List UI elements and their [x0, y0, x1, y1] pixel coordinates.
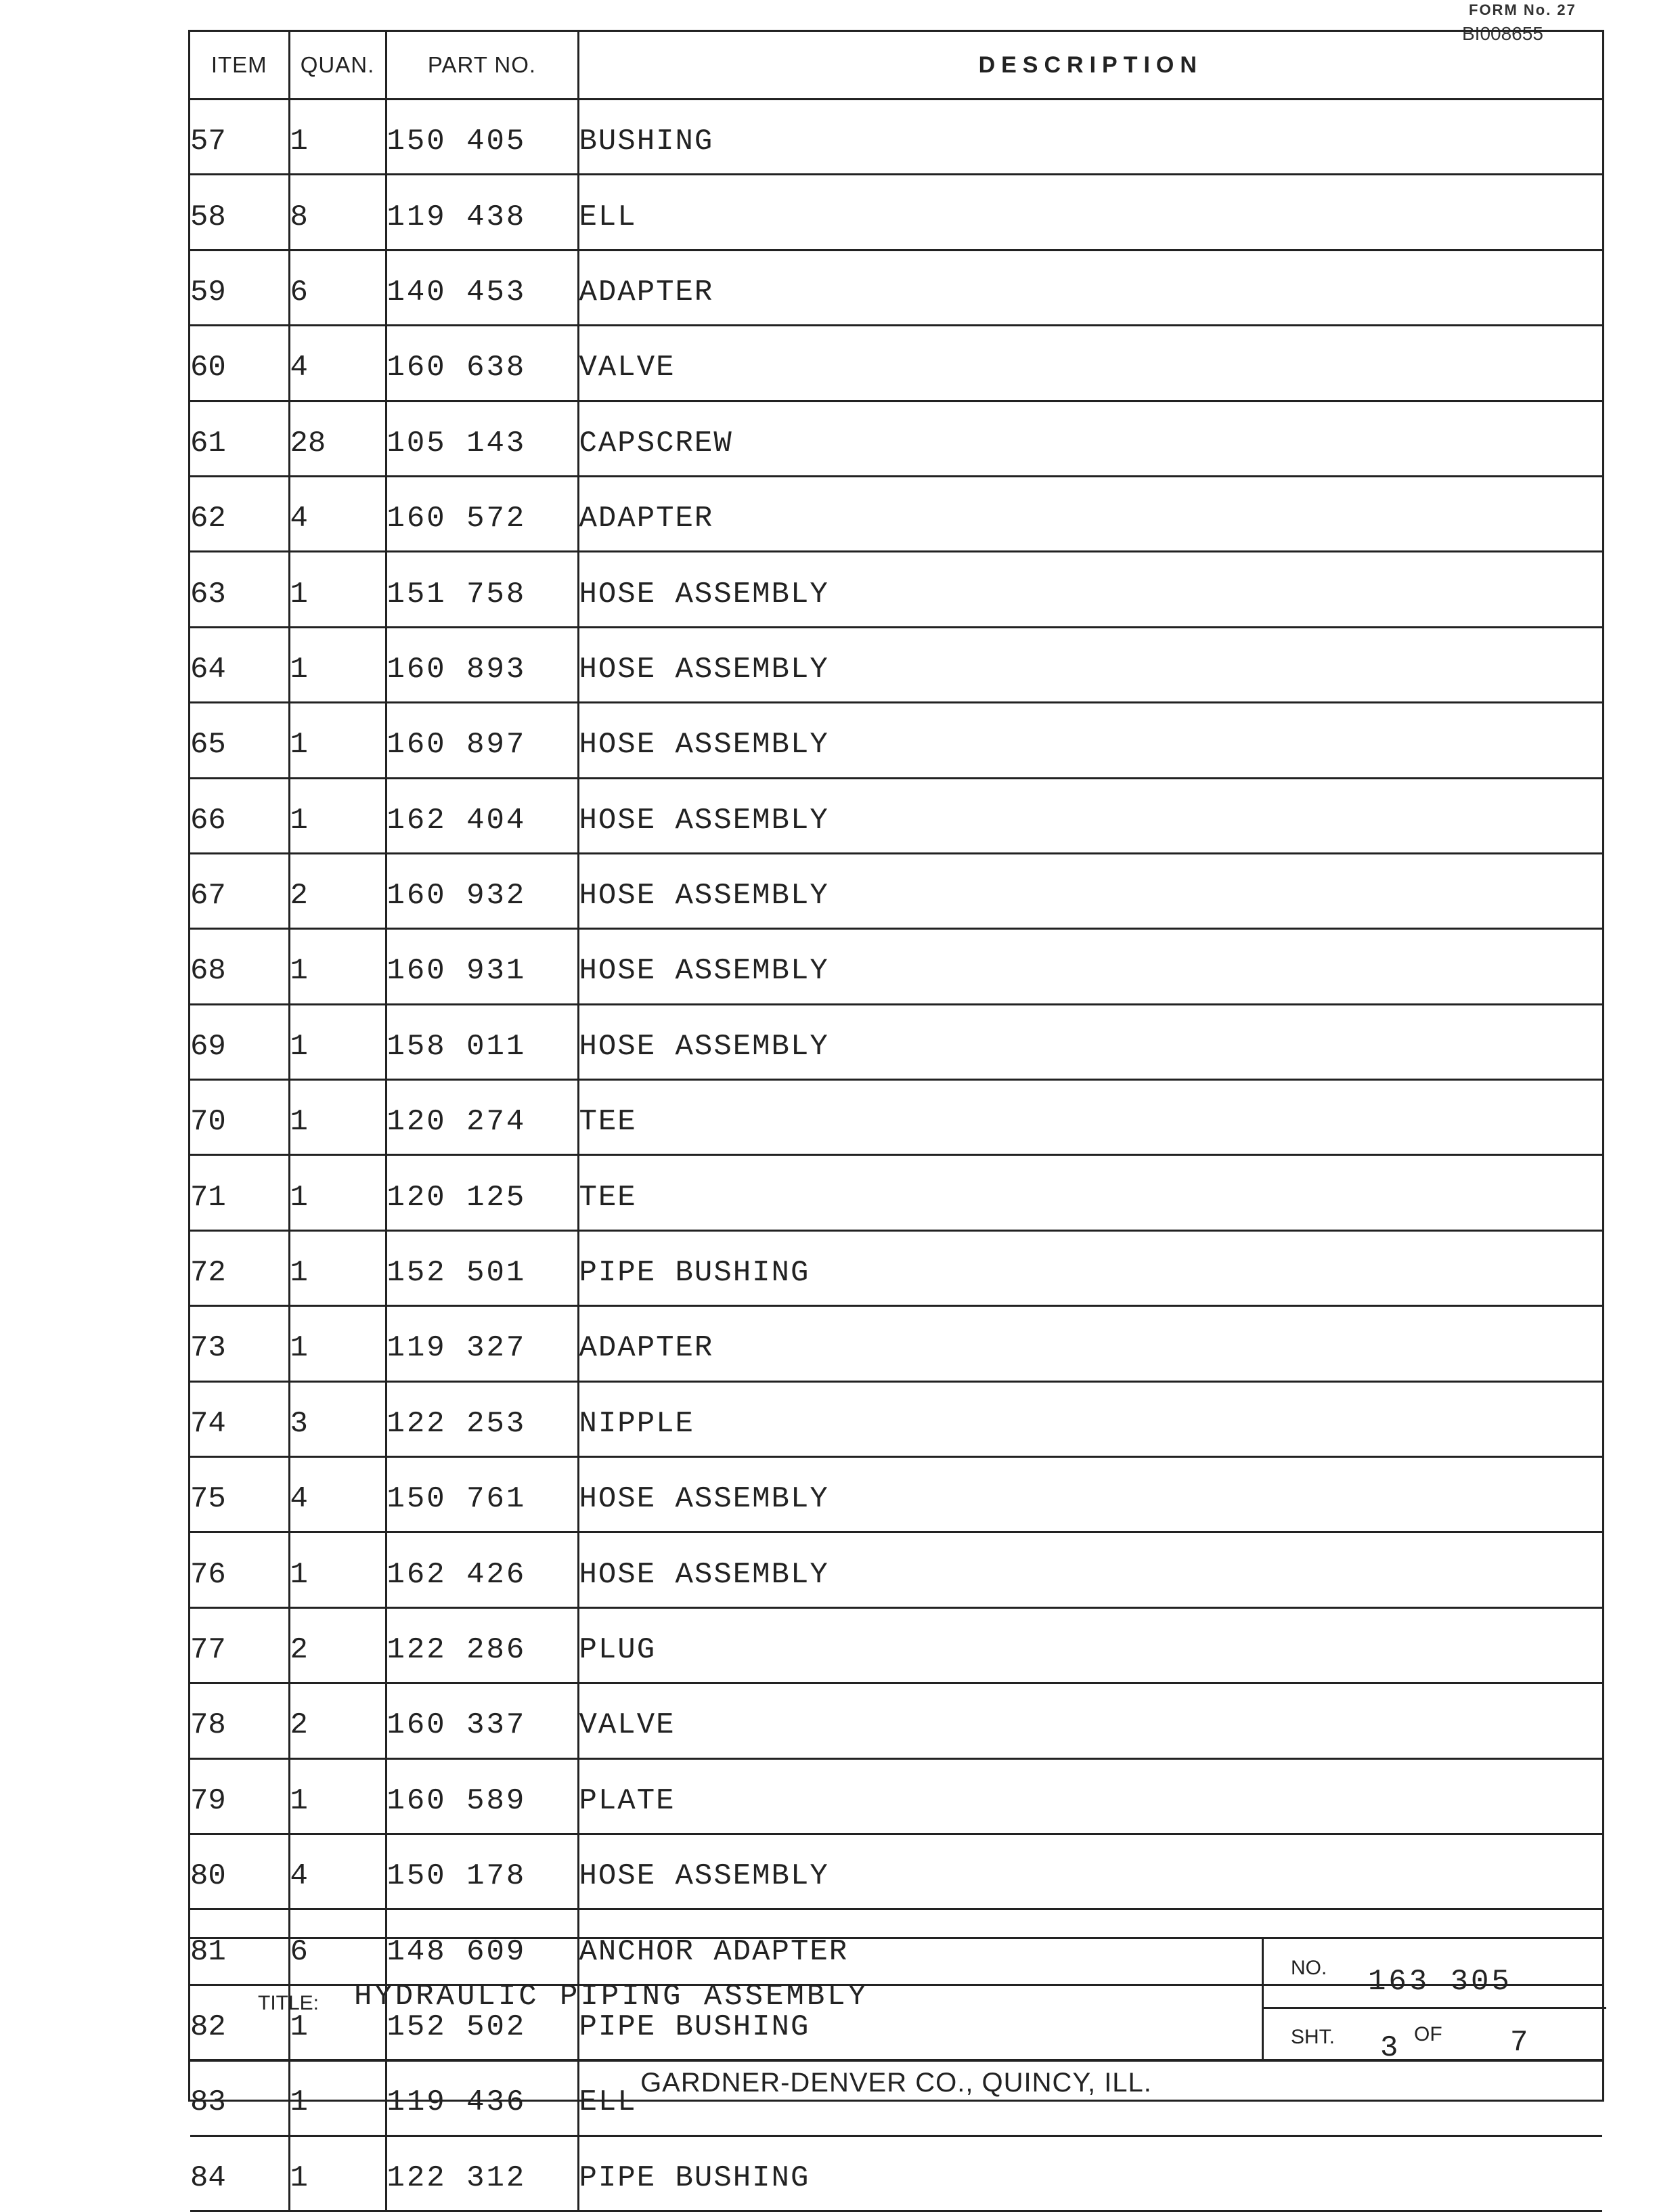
- row-part-number: 150 405: [386, 100, 578, 175]
- row-part-number: 140 453: [386, 250, 578, 325]
- row-item: 78: [190, 1683, 289, 1758]
- row-quantity: 1: [289, 1306, 386, 1381]
- row-part-number: 122 253: [386, 1381, 578, 1456]
- header-quantity: QUAN.: [289, 32, 386, 100]
- number-label: NO.: [1291, 1957, 1327, 1979]
- row-quantity: 2: [289, 853, 386, 928]
- row-description: PIPE BUSHING: [578, 1985, 1602, 2060]
- table-row: [190, 853, 1602, 928]
- row-item: 83: [190, 2060, 289, 2135]
- row-quantity: 1: [289, 1230, 386, 1305]
- row-part-number: 122 286: [386, 1607, 578, 1683]
- row-part-number: 119 438: [386, 175, 578, 250]
- row-part-number: 160 932: [386, 853, 578, 928]
- document-id: BI008655: [1462, 23, 1543, 44]
- row-item: 59: [190, 250, 289, 325]
- title-label: TITLE:: [258, 1992, 319, 2014]
- row-item: 82: [190, 1985, 289, 2060]
- row-item: 69: [190, 1004, 289, 1079]
- table-row: [190, 2135, 1602, 2211]
- table-row: [190, 1004, 1602, 1079]
- row-quantity: 1: [289, 929, 386, 1004]
- row-quantity: 4: [289, 326, 386, 401]
- table-row: [190, 1080, 1602, 1155]
- parts-table-body: [190, 100, 1602, 2211]
- row-item: 84: [190, 2135, 289, 2211]
- row-item: 76: [190, 1532, 289, 1607]
- row-item: 66: [190, 778, 289, 853]
- row-description: HOSE ASSEMBLY: [578, 627, 1602, 702]
- row-description: TEE: [578, 1080, 1602, 1155]
- row-part-number: 160 572: [386, 476, 578, 551]
- title-block-divider: [1264, 2007, 1606, 2009]
- row-part-number: 162 426: [386, 1532, 578, 1607]
- row-item: 67: [190, 853, 289, 928]
- row-item: 74: [190, 1381, 289, 1456]
- row-description: ADAPTER: [578, 1306, 1602, 1381]
- row-quantity: 2: [289, 1607, 386, 1683]
- row-description: HOSE ASSEMBLY: [578, 929, 1602, 1004]
- row-quantity: 1: [289, 627, 386, 702]
- row-item: 70: [190, 1080, 289, 1155]
- row-item: 68: [190, 929, 289, 1004]
- row-part-number: 151 758: [386, 552, 578, 627]
- row-quantity: 1: [289, 2135, 386, 2211]
- row-description: PIPE BUSHING: [578, 1230, 1602, 1305]
- row-item: 65: [190, 703, 289, 778]
- table-row: [190, 1457, 1602, 1532]
- title-area: [190, 1939, 1264, 2060]
- table-row: [190, 1155, 1602, 1230]
- table-row: [190, 1532, 1602, 1607]
- table-row: [190, 100, 1602, 175]
- row-part-number: 160 897: [386, 703, 578, 778]
- row-quantity: 3: [289, 1381, 386, 1456]
- row-item: 73: [190, 1306, 289, 1381]
- table-header-row: [190, 32, 1602, 100]
- parts-list-sheet: [188, 30, 1604, 2195]
- row-description: HOSE ASSEMBLY: [578, 1004, 1602, 1079]
- row-description: ADAPTER: [578, 476, 1602, 551]
- header-part-no: PART NO.: [386, 32, 578, 100]
- row-item: 58: [190, 175, 289, 250]
- row-part-number: 160 337: [386, 1683, 578, 1758]
- table-row: [190, 1758, 1602, 1834]
- of-label: OF: [1414, 2023, 1442, 2045]
- row-description: NIPPLE: [578, 1381, 1602, 1456]
- row-description: ADAPTER: [578, 250, 1602, 325]
- table-row: [190, 1683, 1602, 1758]
- row-quantity: 6: [289, 1909, 386, 1985]
- table-row: [190, 929, 1602, 1004]
- row-description: ELL: [578, 2060, 1602, 2135]
- row-item: 79: [190, 1758, 289, 1834]
- row-part-number: 160 893: [386, 627, 578, 702]
- row-description: ELL: [578, 175, 1602, 250]
- table-row: [190, 703, 1602, 778]
- row-description: HOSE ASSEMBLY: [578, 778, 1602, 853]
- row-quantity: 4: [289, 476, 386, 551]
- table-row: [190, 1607, 1602, 1683]
- table-row: [190, 476, 1602, 551]
- row-description: BUSHING: [578, 100, 1602, 175]
- table-row: [190, 627, 1602, 702]
- table-row: [190, 1381, 1602, 1456]
- row-description: HOSE ASSEMBLY: [578, 552, 1602, 627]
- row-item: 71: [190, 1155, 289, 1230]
- row-item: 77: [190, 1607, 289, 1683]
- row-description: HOSE ASSEMBLY: [578, 703, 1602, 778]
- form-number: FORM No. 27: [1469, 1, 1576, 18]
- row-item: 72: [190, 1230, 289, 1305]
- row-item: 57: [190, 100, 289, 175]
- row-part-number: 119 327: [386, 1306, 578, 1381]
- sheet-label: SHT.: [1291, 2026, 1335, 2048]
- row-part-number: 120 274: [386, 1080, 578, 1155]
- row-description: PLUG: [578, 1607, 1602, 1683]
- row-part-number: 158 011: [386, 1004, 578, 1079]
- row-part-number: 119 436: [386, 2060, 578, 2135]
- table-row: [190, 250, 1602, 325]
- title-block: [190, 1937, 1602, 2065]
- drawing-title: HYDRAULIC PIPING ASSEMBLY: [354, 1980, 869, 2014]
- row-description: HOSE ASSEMBLY: [578, 1834, 1602, 1909]
- sheet-number: 3: [1380, 2031, 1401, 2065]
- row-quantity: 8: [289, 175, 386, 250]
- row-quantity: 1: [289, 552, 386, 627]
- row-description: VALVE: [578, 1683, 1602, 1758]
- row-description: HOSE ASSEMBLY: [578, 1532, 1602, 1607]
- row-quantity: 2: [289, 1683, 386, 1758]
- row-item: 75: [190, 1457, 289, 1532]
- row-quantity: 1: [289, 703, 386, 778]
- row-description: PLATE: [578, 1758, 1602, 1834]
- row-quantity: 1: [289, 1758, 386, 1834]
- row-quantity: 1: [289, 1532, 386, 1607]
- row-description: ANCHOR ADAPTER: [578, 1909, 1602, 1985]
- row-item: 63: [190, 552, 289, 627]
- row-part-number: 160 931: [386, 929, 578, 1004]
- row-part-number: 160 589: [386, 1758, 578, 1834]
- row-description: HOSE ASSEMBLY: [578, 1457, 1602, 1532]
- table-row: [190, 401, 1602, 476]
- row-part-number: 160 638: [386, 326, 578, 401]
- row-quantity: 1: [289, 1985, 386, 2060]
- row-item: 60: [190, 326, 289, 401]
- table-row: [190, 1834, 1602, 1909]
- total-sheets: 7: [1510, 2026, 1531, 2060]
- row-part-number: 148 609: [386, 1909, 578, 1985]
- row-part-number: 122 312: [386, 2135, 578, 2211]
- company-name: GARDNER-DENVER CO., QUINCY, ILL.: [640, 2068, 1152, 2098]
- row-part-number: 152 501: [386, 1230, 578, 1305]
- table-row: [190, 1306, 1602, 1381]
- drawing-number: 163 305: [1368, 1965, 1512, 1999]
- row-description: CAPSCREW: [578, 401, 1602, 476]
- row-description: PIPE BUSHING: [578, 2135, 1602, 2211]
- row-item: 80: [190, 1834, 289, 1909]
- row-quantity: 1: [289, 778, 386, 853]
- row-description: HOSE ASSEMBLY: [578, 853, 1602, 928]
- header-item: ITEM: [190, 32, 289, 100]
- table-row: [190, 552, 1602, 627]
- row-quantity: 1: [289, 100, 386, 175]
- table-row: [190, 778, 1602, 853]
- row-quantity: 1: [289, 1080, 386, 1155]
- row-part-number: 105 143: [386, 401, 578, 476]
- row-quantity: 4: [289, 1457, 386, 1532]
- row-quantity: 1: [289, 1004, 386, 1079]
- header-description: DESCRIPTION: [578, 32, 1602, 100]
- row-item: 81: [190, 1909, 289, 1985]
- row-description: TEE: [578, 1155, 1602, 1230]
- row-part-number: 150 178: [386, 1834, 578, 1909]
- row-part-number: 152 502: [386, 1985, 578, 2060]
- row-item: 62: [190, 476, 289, 551]
- row-quantity: 1: [289, 2060, 386, 2135]
- row-description: VALVE: [578, 326, 1602, 401]
- row-part-number: 150 761: [386, 1457, 578, 1532]
- row-item: 61: [190, 401, 289, 476]
- row-item: 64: [190, 627, 289, 702]
- table-row: [190, 1230, 1602, 1305]
- table-row: [190, 175, 1602, 250]
- row-quantity: 1: [289, 1155, 386, 1230]
- row-quantity: 4: [289, 1834, 386, 1909]
- row-part-number: 120 125: [386, 1155, 578, 1230]
- row-quantity: 6: [289, 250, 386, 325]
- row-part-number: 162 404: [386, 778, 578, 853]
- table-row: [190, 326, 1602, 401]
- parts-table: [190, 32, 1602, 2212]
- row-quantity: 28: [289, 401, 386, 476]
